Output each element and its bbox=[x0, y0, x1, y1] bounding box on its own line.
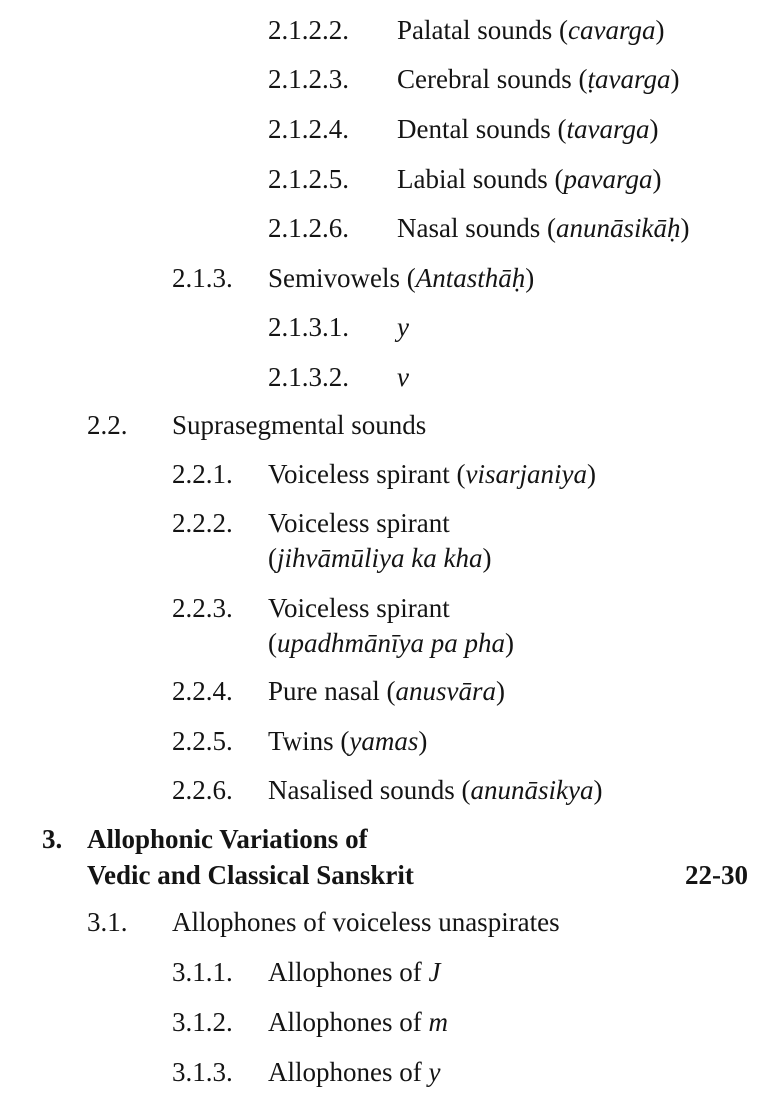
chapter-number: 3. bbox=[42, 824, 63, 854]
entry-title: Suprasegmental sounds bbox=[172, 410, 427, 440]
sanskrit-term: Antasthāḥ bbox=[415, 263, 526, 293]
entry-number: 2.1.3. bbox=[172, 263, 233, 293]
entry-title: Voiceless spirant (visarjaniya) bbox=[268, 459, 596, 489]
toc-entry bbox=[0, 508, 780, 588]
toc-entry bbox=[0, 459, 780, 499]
sanskrit-term: cavarga bbox=[567, 15, 656, 45]
entry-number: 2.2. bbox=[87, 410, 128, 440]
sanskrit-term: upadhmānīya pa pha bbox=[277, 628, 505, 658]
sanskrit-term: anunāsikāḥ bbox=[555, 213, 681, 243]
toc-entry bbox=[0, 957, 780, 997]
sanskrit-term: ṭavarga bbox=[587, 64, 671, 94]
sanskrit-term: y bbox=[397, 312, 409, 342]
entry-number: 3.1. bbox=[87, 907, 128, 937]
entry-number: 2.1.2.4. bbox=[268, 114, 349, 144]
sanskrit-term: m bbox=[428, 1007, 448, 1037]
chapter-title-line2: Vedic and Classical Sanskrit bbox=[87, 860, 414, 890]
sanskrit-term: v bbox=[397, 362, 409, 392]
entry-title: Cerebral sounds (ṭavarga) bbox=[397, 64, 680, 94]
toc-entry bbox=[0, 64, 780, 104]
entry-title: Dental sounds (tavarga) bbox=[397, 114, 659, 144]
entry-title-continued: (upadhmānīya pa pha) bbox=[268, 628, 514, 658]
entry-number: 2.2.1. bbox=[172, 459, 233, 489]
entry-number: 2.1.3.2. bbox=[268, 362, 349, 392]
entry-title: Allophones of y bbox=[268, 1057, 441, 1087]
entry-number: 2.1.2.6. bbox=[268, 213, 349, 243]
entry-title: Voiceless spirant bbox=[268, 593, 450, 623]
entry-title: Nasal sounds (anunāsikāḥ) bbox=[397, 213, 690, 243]
entry-number: 3.1.1. bbox=[172, 957, 233, 987]
entry-title: Semivowels (Antasthāḥ) bbox=[268, 263, 535, 293]
toc-entry bbox=[0, 114, 780, 154]
sanskrit-term: y bbox=[428, 1057, 441, 1087]
toc-entry bbox=[0, 907, 780, 947]
sanskrit-term: J bbox=[428, 957, 441, 987]
sanskrit-term: anusvāra bbox=[395, 676, 496, 706]
sanskrit-term: anunāsikya bbox=[470, 775, 594, 805]
entry-number: 2.2.5. bbox=[172, 726, 233, 756]
entry-title-continued: (jihvāmūliya ka kha) bbox=[268, 543, 492, 573]
entry-number: 2.2.6. bbox=[172, 775, 233, 805]
entry-title: Twins (yamas) bbox=[268, 726, 428, 756]
entry-number: 2.1.2.2. bbox=[268, 15, 349, 45]
entry-title: Labial sounds (pavarga) bbox=[397, 164, 662, 194]
chapter-title-line1: Allophonic Variations of bbox=[87, 824, 368, 854]
toc-entry bbox=[0, 312, 780, 352]
toc-entry bbox=[0, 15, 780, 55]
chapter-heading bbox=[0, 824, 780, 900]
entry-title: Allophones of J bbox=[268, 957, 441, 987]
sanskrit-term: jihvāmūliya ka kha bbox=[277, 543, 483, 573]
toc-entry bbox=[0, 213, 780, 253]
toc-entry bbox=[0, 1057, 780, 1097]
sanskrit-term: yamas bbox=[349, 726, 419, 756]
sanskrit-term: tavarga bbox=[566, 114, 650, 144]
toc-entry bbox=[0, 726, 780, 766]
toc-entry bbox=[0, 164, 780, 204]
toc-entry bbox=[0, 263, 780, 303]
sanskrit-term: pavarga bbox=[563, 164, 653, 194]
entry-title: Voiceless spirant bbox=[268, 508, 450, 538]
entry-title: Nasalised sounds (anunāsikya) bbox=[268, 775, 603, 805]
toc-entry bbox=[0, 410, 780, 450]
toc-entry bbox=[0, 593, 780, 673]
entry-title: Allophones of m bbox=[268, 1007, 448, 1037]
entry-number: 2.2.4. bbox=[172, 676, 233, 706]
entry-title: Pure nasal (anusvāra) bbox=[268, 676, 505, 706]
entry-title: Allophones of voiceless unaspirates bbox=[172, 907, 560, 937]
entry-number: 3.1.3. bbox=[172, 1057, 233, 1087]
entry-title: Palatal sounds (cavarga) bbox=[397, 15, 665, 45]
entry-number: 3.1.2. bbox=[172, 1007, 233, 1037]
page-range: 22-30 bbox=[685, 860, 748, 890]
toc-entry bbox=[0, 775, 780, 815]
toc-entry bbox=[0, 1007, 780, 1047]
sanskrit-term: visarjaniya bbox=[465, 459, 587, 489]
toc-entry bbox=[0, 676, 780, 716]
entry-number: 2.2.3. bbox=[172, 593, 233, 623]
entry-number: 2.2.2. bbox=[172, 508, 233, 538]
toc-entry bbox=[0, 362, 780, 402]
entry-number: 2.1.3.1. bbox=[268, 312, 349, 342]
entry-number: 2.1.2.3. bbox=[268, 64, 349, 94]
entry-number: 2.1.2.5. bbox=[268, 164, 349, 194]
